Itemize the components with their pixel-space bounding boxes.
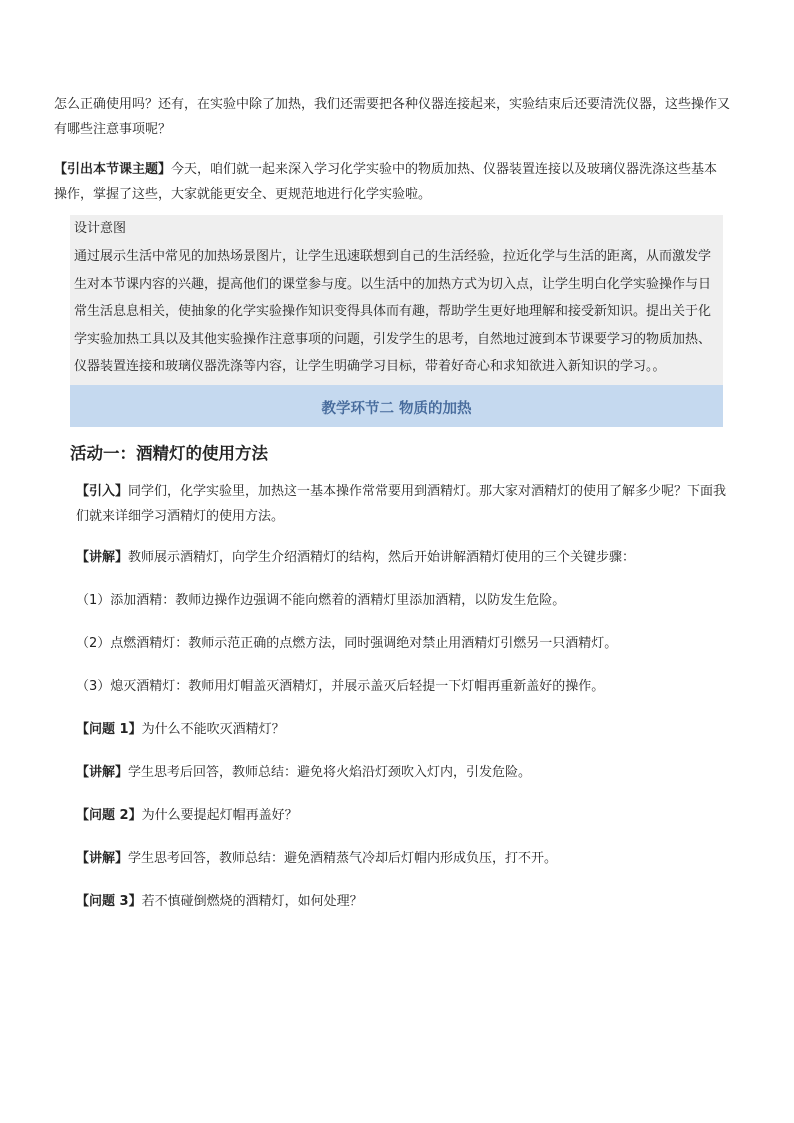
lesson-item xyxy=(76,674,730,699)
item-label: 【讲解】 xyxy=(76,764,129,780)
item-text: （2）点燃酒精灯：教师示范正确的点燃方法，同时强调绝对禁止用酒精灯引燃另一只酒精灯。 xyxy=(76,635,618,651)
topic-text: 今天，咱们就一起来深入学习化学实验中的物质加热、仪器装置连接以及玻璃仪器洗涤这些基本操作，掌握了这些，大家就能更安全、更规范地进行化学实验啦。 xyxy=(54,162,718,202)
lesson-item xyxy=(76,479,730,529)
lesson-item xyxy=(76,803,730,828)
item-label: 【问题 2】 xyxy=(76,807,142,823)
item-label: 【引入】 xyxy=(76,483,129,499)
item-text: 教师展示酒精灯，向学生介绍酒精灯的结构，然后开始讲解酒精灯使用的三个关键步骤： xyxy=(128,549,636,565)
topic-paragraph xyxy=(54,157,730,207)
intro-paragraph xyxy=(54,92,730,142)
topic-label: 【引出本节课主题】 xyxy=(54,162,172,177)
item-label: 【问题 1】 xyxy=(76,721,142,737)
item-text: 若不慎碰倒燃烧的酒精灯，如何处理？ xyxy=(141,893,363,909)
intro-text: 怎么正确使用吗？还有，在实验中除了加热，我们还需要把各种仪器连接起来，实验结束后还要清洗仪器，这些操作又有哪些注意事项呢？ xyxy=(54,97,731,137)
lesson-item xyxy=(76,760,730,785)
design-intent-body: 通过展示生活中常见的加热场景图片，让学生迅速联想到自己的生活经验，拉近化学与生活的距离，从而激发学生对本节课内容的兴趣，提高他们的课堂参与度。以生活中的加热方式为切入点，让学生明白化学实验操作与日常生活息息相关，使抽象的化学实验操作知识变得具体而有趣，帮助学生更好地理解和接受新知识。提出关于化学实验加热工具以及其他实验操作注意事项的问题，引发学生的思考，自然地过渡到本节课要学习的物质加热、仪器装置连接和玻璃仪器洗涤等内容，让学生明确学习目标，带着好奇心和求知欲进入新知识的学习。。 xyxy=(74,249,712,374)
item-label: 【讲解】 xyxy=(76,549,129,565)
item-text: 同学们，化学实验里，加热这一基本操作常常要用到酒精灯。那大家对酒精灯的使用了解多少呢？下面我们就来详细学习酒精灯的使用方法。 xyxy=(76,483,727,524)
item-text: 学生思考回答，教师总结：避免酒精蒸气冷却后灯帽内形成负压，打不开。 xyxy=(128,850,558,866)
lesson-item xyxy=(76,588,730,613)
item-text: 学生思考后回答，教师总结：避免将火焰沿灯颈吹入灯内，引发危险。 xyxy=(128,764,532,780)
document-content xyxy=(54,92,730,932)
item-label: 【问题 3】 xyxy=(76,893,142,909)
item-text: 为什么要提起灯帽再盖好？ xyxy=(141,807,298,823)
lesson-item xyxy=(76,545,730,570)
lesson-item xyxy=(76,846,730,871)
section-heading: 教学环节二 物质的加热 xyxy=(321,400,472,417)
lesson-item xyxy=(76,889,730,914)
item-text: （3）熄灭酒精灯：教师用灯帽盖灭酒精灯，并展示盖灭后轻提一下灯帽再重新盖好的操作。 xyxy=(76,678,605,694)
activity-heading: 活动一：酒精灯的使用方法 xyxy=(70,443,268,463)
design-intent-box xyxy=(70,215,723,385)
design-intent-title: 设计意图 xyxy=(74,221,127,236)
lesson-item xyxy=(76,631,730,656)
item-text: （1）添加酒精：教师边操作边强调不能向燃着的酒精灯里添加酒精，以防发生危险。 xyxy=(76,592,566,608)
section-heading-bar xyxy=(70,385,723,427)
lesson-item xyxy=(76,717,730,742)
item-label: 【讲解】 xyxy=(76,850,129,866)
item-text: 为什么不能吹灭酒精灯？ xyxy=(141,721,285,737)
lesson-items xyxy=(76,479,730,914)
